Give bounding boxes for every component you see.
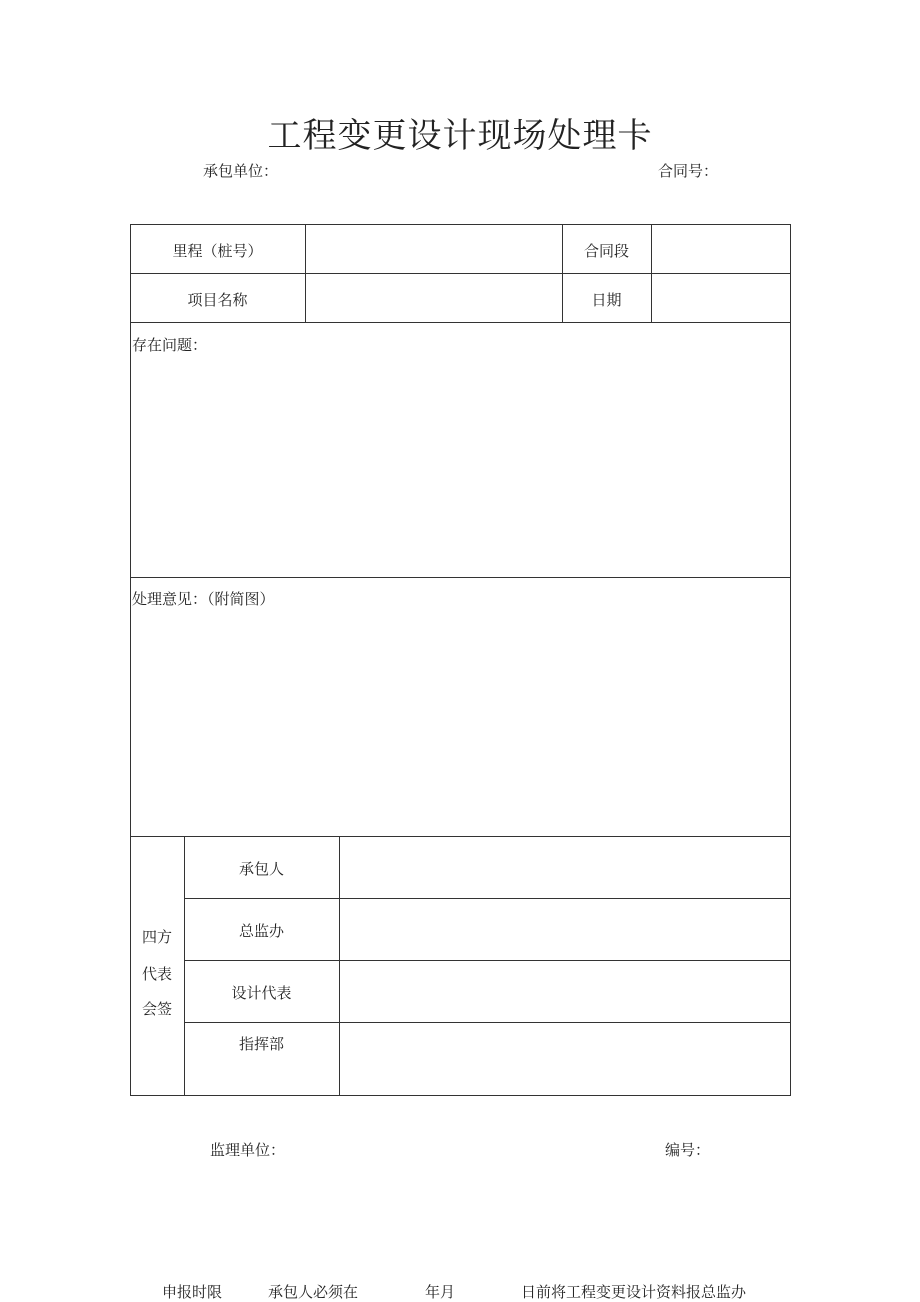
signer-design-rep: 设计代表 [231,984,292,1002]
row-divider [184,960,791,961]
contract-section-label: 合同段 [583,242,629,260]
column-divider [305,224,306,323]
project-name-label: 项目名称 [187,291,248,309]
row-divider [130,577,791,578]
four-party-label-line2: 代表 [141,965,172,983]
column-divider [651,224,652,323]
table-border-top [130,224,791,225]
deadline-note-part3: 年月 [425,1283,456,1301]
deadline-note-part2: 承包人必须在 [268,1283,359,1301]
contractor-unit-label: 承包单位： [203,162,279,180]
signer-contractor: 承包人 [238,860,284,878]
problem-label: 存在问题： [132,336,208,354]
contract-no-label: 合同号： [658,162,719,180]
row-divider [130,273,791,274]
page-title: 工程变更设计现场处理卡 [267,116,653,156]
deadline-note-part1: 申报时限 [162,1283,223,1301]
supervision-unit-label: 监理单位： [210,1141,286,1159]
deadline-note-part4: 日前将工程变更设计资料报总监办 [521,1283,747,1301]
signer-chief-supervisor: 总监办 [238,922,284,940]
mileage-label: 里程（桩号） [172,242,263,260]
date-label: 日期 [591,291,622,309]
row-divider [130,836,791,837]
four-party-label-line1: 四方 [141,928,172,946]
row-divider [184,898,791,899]
row-divider [184,1022,791,1023]
signer-headquarters: 指挥部 [238,1035,284,1053]
serial-no-label: 编号： [665,1141,711,1159]
row-divider [130,322,791,323]
four-party-label-line3: 会签 [141,1000,172,1018]
table-border-bottom [130,1095,791,1096]
opinion-label: 处理意见：（附简图） [132,590,275,608]
column-divider [339,836,340,1096]
table-border-right [790,224,791,1096]
